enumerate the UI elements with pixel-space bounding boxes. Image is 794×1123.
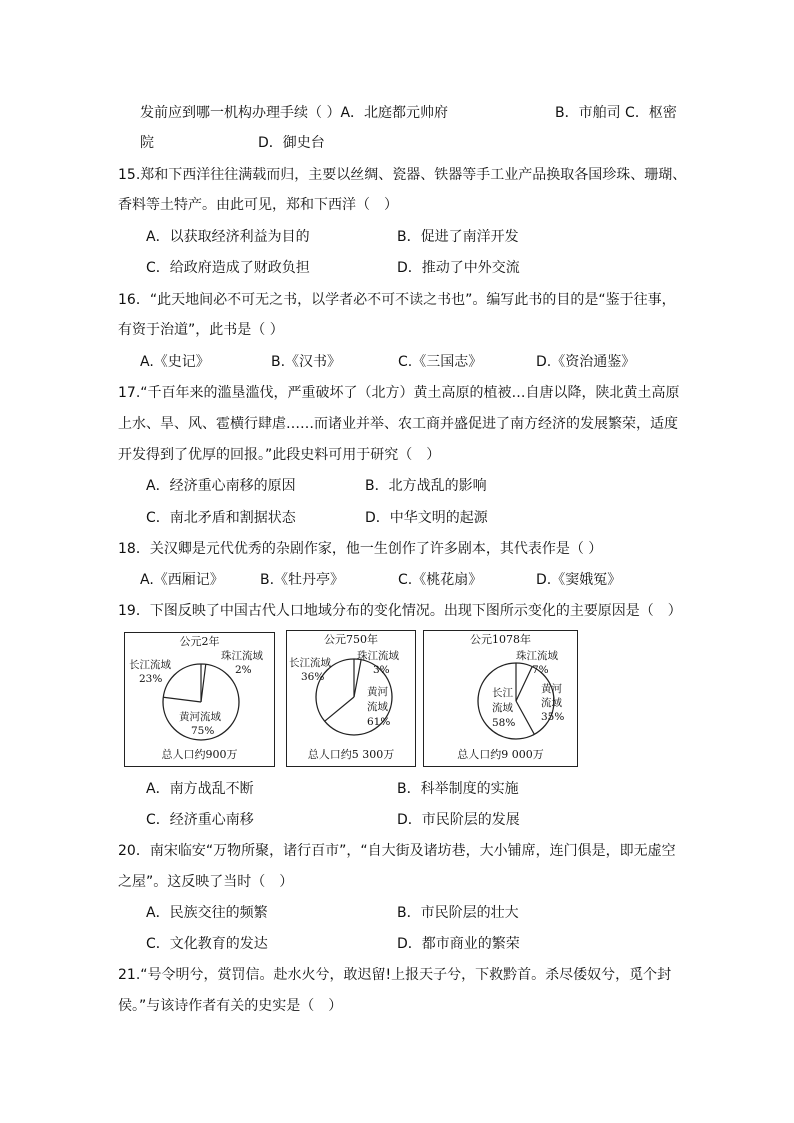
slice-name-huanghe: 黄河流域 — [179, 711, 221, 723]
q15-option-c: C．给政府造成了财政负担 — [146, 260, 310, 276]
q17-option-b: B．北方战乱的影响 — [365, 478, 487, 494]
slice-name-changjiang: 长江流域 — [129, 659, 171, 671]
slice-label-changjiang: 23% — [139, 673, 163, 685]
q17-stem-cont2: 开发得到了优厚的回报。”此段史料可用于研究（ ） — [118, 447, 441, 463]
q15-option-b: B．促进了南洋开发 — [397, 229, 519, 245]
pie-title: 公元2年 — [179, 635, 220, 648]
q18-stem: 18．关汉卿是元代优秀的杂剧作家，他一生创作了许多剧本，其代表作是（ ） — [118, 541, 603, 557]
q18-option-c: C.《桃花扇》 — [398, 572, 483, 588]
q19-option-a: A．南方战乱不断 — [146, 781, 254, 797]
slice-label-zhujiang: 7% — [532, 664, 549, 676]
q19-option-d: D．市民阶层的发展 — [397, 812, 520, 828]
q21-stem-cont: 侯。”与该诗作者有关的史实是（ ） — [118, 998, 343, 1014]
q16-stem: 16．“此天地间必不可无之书，以学者必不可不读之书也”。编写此书的目的是“鉴于往事， — [118, 292, 676, 308]
q20-stem: 20．南宋临安“万物所聚，诸行百市”，“自大街及诸坊巷，大小铺席，连门俱是，即无虚空 — [118, 843, 676, 859]
slice-label-huanghe: 35% — [541, 711, 565, 723]
q14-line2-a: 院 — [140, 135, 154, 151]
q15-stem: 15.郑和下西洋往往满载而归，主要以丝绸、瓷器、铁器等手工业产品换取各国珍珠、珊瑚、 — [118, 167, 687, 183]
q17-option-a: A．经济重心南移的原因 — [146, 478, 296, 494]
q20-option-a: A．民族交往的频繁 — [146, 905, 268, 921]
q20-option-b: B．市民阶层的壮大 — [397, 905, 519, 921]
slice-name-huanghe-2: 流域 — [367, 701, 388, 713]
slice-name-changjiang-2: 流域 — [492, 702, 513, 714]
q15-option-a: A．以获取经济利益为目的 — [146, 229, 310, 245]
q18-option-b: B.《牡丹亭》 — [260, 572, 345, 588]
pie-title: 公元1078年 — [470, 633, 531, 646]
slice-name-zhujiang: 珠江流域 — [221, 650, 263, 662]
q14-options: B．市舶司 C．枢密 — [555, 105, 677, 121]
q20-option-d: D．都市商业的繁荣 — [397, 936, 520, 952]
slice-name-huanghe-1: 黄河 — [541, 683, 562, 695]
slice-name-zhujiang: 珠江流域 — [516, 650, 558, 662]
pie-chart-year-1078 — [423, 630, 578, 767]
q15-option-d: D．推动了中外交流 — [397, 260, 520, 276]
slice-label-huanghe: 75% — [191, 725, 215, 737]
q21-stem: 21.“号令明兮，赏罚信。赴水火兮，敢迟留!上报天子兮，下救黔首。杀尽倭奴兮，觅个封 — [118, 967, 672, 983]
q16-stem-cont: 有资于治道”，此书是（ ） — [118, 322, 284, 338]
q16-option-d: D.《资治通鉴》 — [536, 354, 636, 370]
slice-label-changjiang: 58% — [492, 717, 516, 729]
pie-title: 公元750年 — [324, 633, 378, 646]
q19-option-c: C．经济重心南移 — [146, 812, 254, 828]
q18-option-d: D.《窦娥冤》 — [536, 572, 622, 588]
slice-name-huanghe-1: 黄河 — [367, 686, 388, 698]
pie-footer: 总人口约9 000万 — [457, 748, 544, 761]
pie-footer: 总人口约900万 — [161, 748, 238, 761]
slice-name-huanghe-2: 流域 — [541, 697, 562, 709]
q18-option-a: A.《西厢记》 — [140, 572, 224, 588]
q16-option-b: B.《汉书》 — [271, 354, 342, 370]
q15-stem-cont: 香料等土特产。由此可见，郑和下西洋（ ） — [118, 197, 398, 213]
q16-option-c: C.《三国志》 — [398, 354, 483, 370]
slice-name-changjiang: 长江流域 — [289, 657, 331, 669]
slice-label-zhujiang: 2% — [235, 664, 252, 676]
q17-stem-cont1: 上水、旱、风、雹横行肆虐……而诸业并举、农工商并盛促进了南方经济的发展繁荣，适度 — [118, 416, 678, 432]
pie-chart-year-2 — [124, 632, 275, 767]
q17-option-c: C．南北矛盾和割据状态 — [146, 510, 296, 526]
q17-option-d: D．中华文明的起源 — [365, 510, 488, 526]
q19-stem: 19．下图反映了中国古代人口地域分布的变化情况。出现下图所示变化的主要原因是（ ） — [118, 603, 682, 619]
pie-chart-year-750 — [286, 630, 416, 767]
slice-label-changjiang: 36% — [301, 671, 325, 683]
q14-line1: 发前应到哪一机构办理手续（ ）A．北庭都元帅府 — [140, 105, 449, 121]
q14-option-d: D．御史台 — [258, 135, 325, 151]
q19-option-b: B．科举制度的实施 — [397, 781, 519, 797]
pie-footer: 总人口约5 300万 — [307, 748, 395, 761]
slice-name-changjiang-1: 长江 — [492, 687, 513, 699]
slice-name-zhujiang: 珠江流域 — [357, 650, 399, 662]
q16-option-a: A.《史记》 — [140, 354, 210, 370]
slice-label-huanghe: 61% — [367, 716, 391, 728]
slice-label-zhujiang: 3% — [373, 664, 390, 676]
q20-stem-cont: 之屋”。这反映了当时（ ） — [118, 874, 294, 890]
q17-stem: 17.“千百年来的滥垦滥伐，严重破坏了（北方）黄土高原的植被…自唐以降，陕北黄土高原 — [118, 385, 680, 401]
q20-option-c: C．文化教育的发达 — [146, 936, 268, 952]
